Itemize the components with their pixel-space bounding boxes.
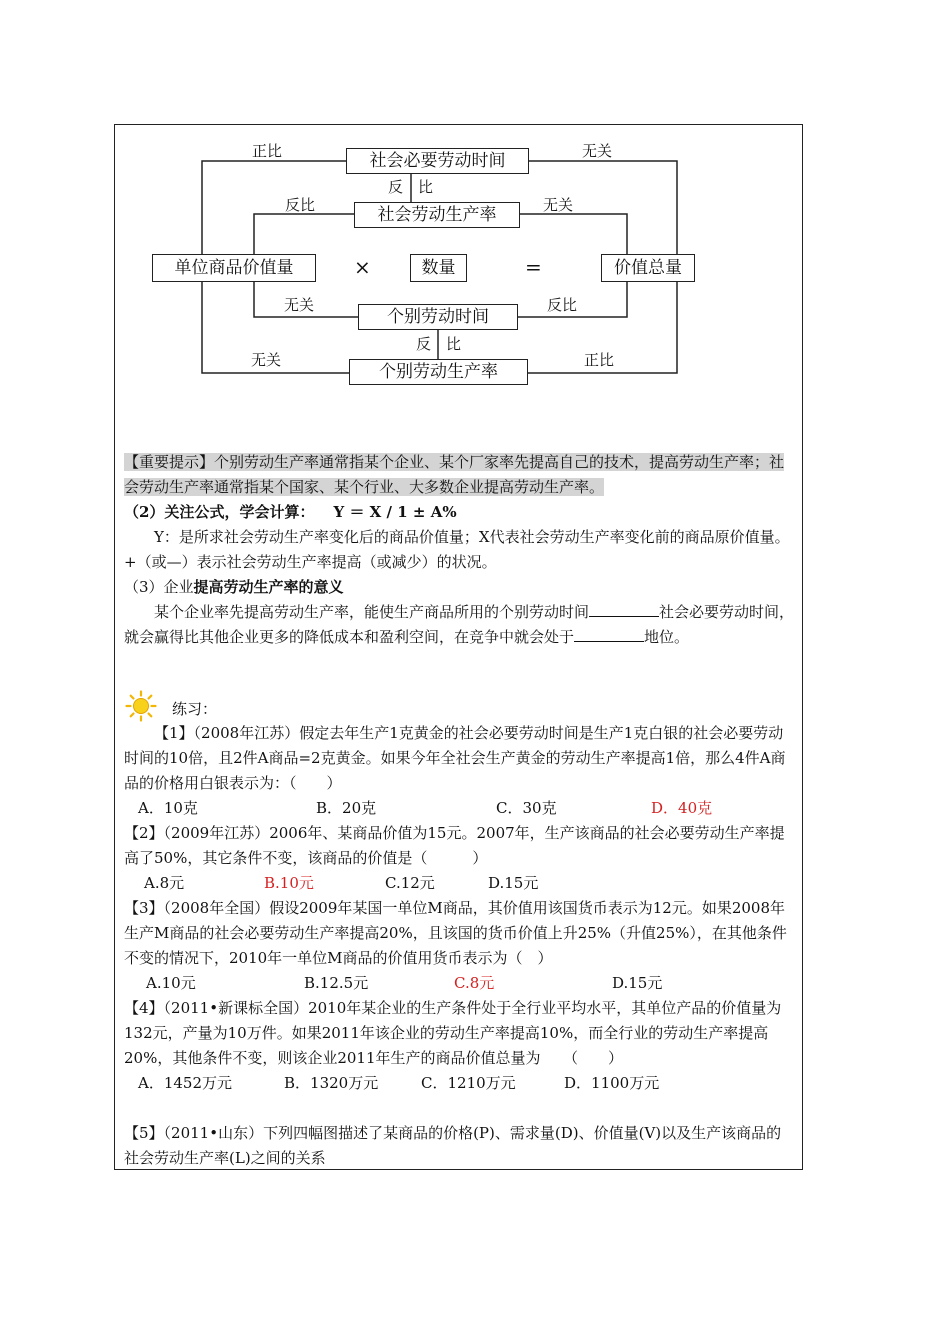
- label-inverse-right-1: 比: [418, 178, 434, 196]
- question-1-options: [124, 796, 796, 821]
- question-2: 【2】（2009年江苏）2006年、某商品价值为15元。2007年，生产该商品的社会必要劳动生产率提高了50%，其它条件不变，该商品的价值是（ ）: [124, 824, 785, 867]
- label-inverse-left-1: 反: [388, 178, 404, 196]
- meaning-text-b: 社会必要劳动时间，就会赢得比其他企业更多的降低成本和盈利空间，在竞争中就会处于: [124, 603, 795, 646]
- label-proportional-1: 正比: [252, 142, 283, 160]
- box-individual-labor-time: 个别劳动时间: [358, 304, 518, 330]
- box-social-labor-productivity: 社会劳动生产率: [354, 202, 520, 228]
- q4-option-b: B．1320万元: [284, 1074, 379, 1092]
- q2-option-b: B.10元: [264, 874, 314, 892]
- box-quantity: 数量: [410, 254, 467, 282]
- q1-option-a: A．10克: [138, 799, 198, 817]
- q3-option-b: B.12.5元: [304, 974, 369, 992]
- formula-heading: （2）关注公式，学会计算：: [124, 503, 315, 521]
- q3-option-d: D.15元: [612, 974, 663, 992]
- label-unrelated-1: 无关: [582, 142, 613, 160]
- q3-option-a: A.10元: [146, 974, 196, 992]
- label-unrelated-4: 无关: [251, 351, 282, 369]
- label-inverse-right-2: 比: [446, 335, 462, 353]
- label-inverse-prop-2: 反比: [547, 296, 578, 314]
- fill-blank-1[interactable]: [589, 600, 659, 617]
- meaning-paragraph: [124, 600, 796, 650]
- meaning-text-c: 地位。: [644, 628, 690, 646]
- q2-option-a: A.8元: [144, 874, 185, 892]
- label-inverse-left-2: 反: [416, 335, 432, 353]
- q4-option-c: C．1210万元: [421, 1074, 516, 1092]
- question-4-options: [124, 1071, 796, 1096]
- label-unrelated-3: 无关: [284, 296, 315, 314]
- question-3: 【3】（2008年全国）假设2009年某国一单位M商品，其价值用该国货币表示为12元。如果2008年生产M商品的社会必要劳动生产率提高20%，且该国的货币价值上升25%（升值25%），在其他条件不变的情况下，2010年一单位M商品的价值用货币表示为（ ）: [124, 899, 787, 967]
- question-1: 【1】（2008年江苏）假定去年生产1克黄金的社会必要劳动时间是生产1克白银的社会必要劳动时间的10倍，且2件A商品=2克黄金。如果今年全社会生产黄金的劳动生产率提高1倍，那么4件A商品的价格用白银表示为：（ ）: [124, 724, 786, 792]
- q1-option-b: B．20克: [316, 799, 377, 817]
- value-relation-diagram: [114, 124, 803, 424]
- question-5: 【5】（2011•山东）下列四幅图描述了某商品的价格(P)、需求量(D)、价值量(V)以及生产该商品的社会劳动生产率(L)之间的关系: [124, 1124, 782, 1167]
- question-3-options: [124, 971, 796, 996]
- meaning-heading-prefix: （3）企业: [124, 578, 194, 596]
- q1-option-c: C．30克: [496, 799, 557, 817]
- exercises: [124, 721, 796, 1171]
- fill-blank-2[interactable]: [574, 625, 644, 642]
- q4-option-d: D．1100万元: [564, 1074, 660, 1092]
- q1-option-d: D．40克: [651, 799, 713, 817]
- box-individual-labor-productivity: 个别劳动生产率: [349, 359, 528, 385]
- box-total-value: 价值总量: [601, 254, 695, 282]
- question-2-options: [124, 871, 796, 896]
- exercise-label: 练习：: [172, 700, 218, 718]
- q2-option-d: D.15元: [488, 874, 539, 892]
- box-unit-commodity-value: 单位商品价值量: [152, 254, 316, 282]
- notes-section: [124, 450, 796, 650]
- q3-option-c: C.8元: [454, 974, 495, 992]
- label-unrelated-2: 无关: [543, 196, 574, 214]
- q2-option-c: C.12元: [385, 874, 435, 892]
- box-social-necessary-labor-time: 社会必要劳动时间: [346, 148, 529, 174]
- sun-icon: [125, 690, 157, 722]
- label-inverse-prop-1: 反比: [285, 196, 316, 214]
- meaning-text-a: 某个企业率先提高劳动生产率，能使生产商品所用的个别劳动时间: [154, 603, 590, 621]
- formula-expression: Y ＝ X / 1 ± A%: [333, 503, 457, 521]
- equals-sign: =: [525, 255, 542, 279]
- multiply-sign: ×: [354, 255, 371, 279]
- label-proportional-2: 正比: [584, 351, 615, 369]
- formula-explanation: Y：是所求社会劳动生产率变化后的商品价值量；X代表社会劳动生产率变化前的商品原价值量。+（或—）表示社会劳动生产率提高（或减少）的状况。: [124, 528, 790, 571]
- q4-option-a: A．1452万元: [138, 1074, 233, 1092]
- important-hint: 【重要提示】个别劳动生产率通常指某个企业、某个厂家率先提高自己的技术，提高劳动生产率；社会劳动生产率通常指某个国家、某个行业、大多数企业提高劳动生产率。: [124, 453, 785, 496]
- question-4: 【4】（2011•新课标全国）2010年某企业的生产条件处于全行业平均水平，其单位产品的价值量为132元，产量为10万件。如果2011年该企业的劳动生产率提高10%，而全行业的劳动生产率提高20%，其他条件不变，则该企业2011年生产的商品价值总量为 （ ）: [124, 999, 782, 1067]
- meaning-heading: 提高劳动生产率的意义: [193, 578, 344, 596]
